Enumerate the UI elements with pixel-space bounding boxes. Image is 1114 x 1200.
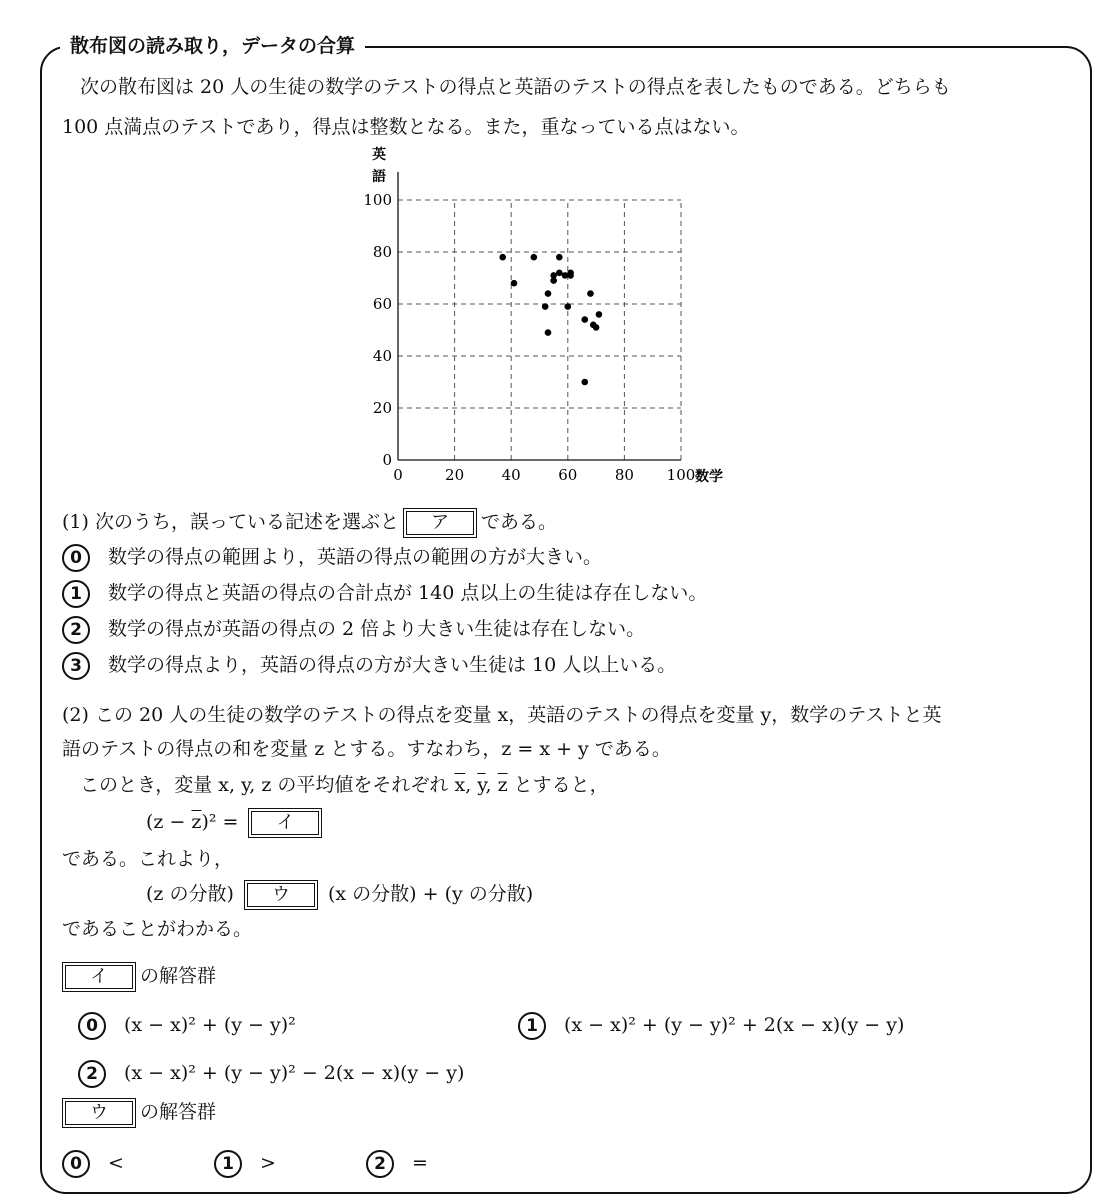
x-tick-label: 80 (614, 466, 634, 484)
choice-mark: 1 (214, 1150, 242, 1178)
scatter-point (542, 303, 549, 310)
choice-mark: 3 (62, 652, 90, 680)
mean-z: $\overline{z}$ (497, 774, 508, 796)
intro-line-2: 100 点満点のテストであり，得点は整数となる。また，重なっている点はない。 (62, 116, 750, 138)
chart-points (499, 254, 602, 385)
scatter-chart (350, 145, 730, 485)
group-u-option-0[interactable] (62, 1150, 124, 1178)
scatter-point (556, 270, 563, 277)
scatter-point (581, 316, 588, 323)
chart-grid (398, 200, 681, 460)
group-i-box: イ (62, 962, 136, 992)
option-text: (x − x)² + (y − y)² (124, 1014, 296, 1036)
equation-1: $(z - \overline{z})^2$ = イ (146, 808, 326, 838)
choice-mark: 1 (62, 580, 90, 608)
choice-mark: 2 (366, 1150, 394, 1178)
option-text: 数学の得点と英語の得点の合計点が 140 点以上の生徒は存在しない。 (108, 582, 708, 604)
q2-line-3: このとき，変量 x, y, z の平均値をそれぞれ $\overline{x}$, $\overline{y}$, $\overline{z}$ とすると， (80, 774, 609, 796)
q1-mid: 記述を選ぶと (284, 511, 399, 533)
q2-line-after: である。これより， (62, 848, 234, 870)
scatter-point (531, 254, 538, 261)
scatter-point (556, 254, 563, 261)
choice-mark: 0 (62, 1150, 90, 1178)
group-i-option-2[interactable] (78, 1060, 464, 1088)
y-tick-label: 20 (372, 399, 392, 417)
intro-line-1: 次の散布図は 20 人の生徒の数学のテストの得点と英語のテストの得点を表したものである。どちらも (80, 76, 951, 98)
scatter-point (545, 290, 552, 297)
y-tick-label: 80 (372, 243, 392, 261)
x-tick-label: 20 (445, 466, 465, 484)
x-axis-label: 数学 (695, 469, 723, 485)
option-text: 数学の得点の範囲より，英語の得点の範囲の方が大きい。 (108, 546, 603, 568)
group-u-header: ウ の解答群 (62, 1098, 216, 1128)
q1-emphasis: 誤っている (189, 511, 285, 533)
choice-mark: 0 (78, 1012, 106, 1040)
q2-line-1: (2) この 20 人の生徒の数学のテストの得点を変量 x，英語のテストの得点を変量 y，数学のテストと英 (62, 704, 942, 726)
mean-y: $\overline{y}$ (477, 774, 486, 796)
q1-option-1[interactable] (62, 580, 707, 608)
scatter-point (545, 329, 552, 336)
scatter-point (587, 290, 594, 297)
y-axis-label: 語 (372, 169, 386, 185)
scatter-point (567, 270, 574, 277)
y-axis-label: 英 (372, 147, 386, 163)
choice-mark: 2 (78, 1060, 106, 1088)
scatter-point (596, 311, 603, 318)
scatter-point (565, 303, 572, 310)
x-tick-label: 100 (666, 466, 696, 484)
choice-mark: 1 (518, 1012, 546, 1040)
scatter-point (593, 324, 600, 331)
group-i-option-0[interactable] (78, 1012, 296, 1040)
equation-2: (z の分散) ウ (x の分散) + (y の分散) (146, 880, 533, 910)
choice-mark: 0 (62, 544, 90, 572)
q1-stem (62, 508, 557, 538)
group-u-box: ウ (62, 1098, 136, 1128)
group-i-header: イ の解答群 (62, 962, 216, 992)
q2-line-2: 語のテストの得点の和を変量 z とする。すなわち，z = x + y である。 (62, 738, 671, 760)
answer-box-a[interactable]: ア (403, 508, 477, 538)
x-tick-label: 60 (558, 466, 578, 484)
scatter-point (581, 379, 588, 386)
option-text: < (108, 1152, 124, 1174)
option-text: = (412, 1152, 428, 1174)
y-tick-label: 100 (363, 191, 392, 209)
option-text: > (260, 1152, 276, 1174)
choice-mark: 2 (62, 616, 90, 644)
option-text: (x − x)² + (y − y)² + 2(x − x)(y − y) (564, 1014, 905, 1036)
x-tick-label: 0 (393, 466, 403, 484)
mean-x: $\overline{x}$ (454, 774, 466, 796)
option-text: 数学の得点が英語の得点の 2 倍より大きい生徒は存在しない。 (108, 618, 646, 640)
scatter-point (562, 272, 569, 279)
option-text: (x − x)² + (y − y)² − 2(x − x)(y − y) (124, 1062, 465, 1084)
scatter-point (550, 272, 557, 279)
x-tick-label: 40 (501, 466, 521, 484)
answer-box-u[interactable]: ウ (244, 880, 318, 910)
answer-box-i[interactable]: イ (248, 808, 322, 838)
q2-line-end: であることがわかる。 (62, 918, 253, 940)
group-u-option-1[interactable] (214, 1150, 276, 1178)
scatter-point (511, 280, 518, 287)
y-tick-label: 40 (372, 347, 392, 365)
chart-ticks (363, 146, 723, 485)
frame-title: 散布図の読み取り，データの合算 (60, 31, 365, 58)
q1-option-2[interactable] (62, 616, 645, 644)
q1-option-3[interactable] (62, 652, 676, 680)
y-tick-label: 60 (372, 295, 392, 313)
option-text: 数学の得点より，英語の得点の方が大きい生徒は 10 人以上いる。 (108, 654, 677, 676)
group-i-option-1[interactable] (518, 1012, 904, 1040)
q1-prefix: (1) 次のうち， (62, 511, 190, 533)
scatter-point (499, 254, 506, 261)
q1-suffix: である。 (481, 511, 558, 533)
q1-option-0[interactable] (62, 544, 602, 572)
chart-axes (398, 172, 681, 460)
y-tick-label: 0 (382, 451, 392, 469)
group-u-option-2[interactable] (366, 1150, 428, 1178)
